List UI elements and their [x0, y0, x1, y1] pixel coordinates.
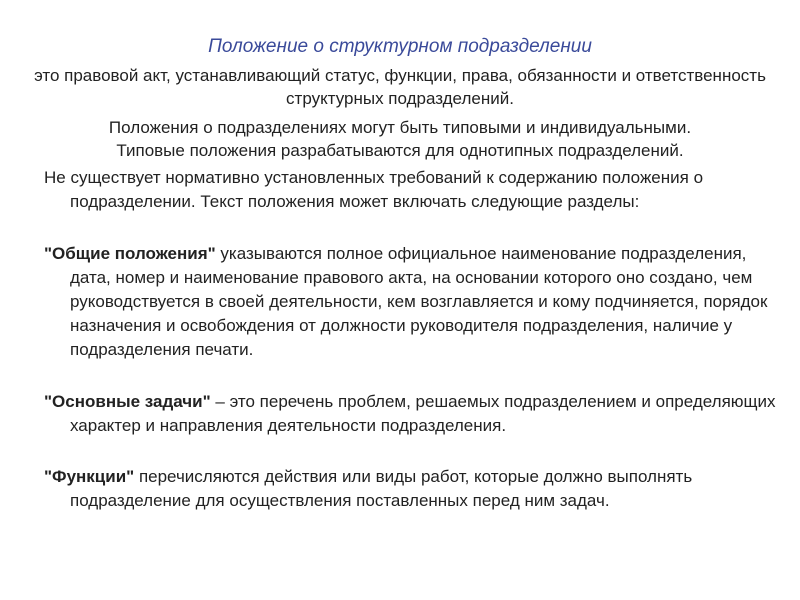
section-heading: "Основные задачи" [44, 392, 211, 411]
types-line-2: Типовые положения разрабатываются для однотипных подразделений. [116, 141, 684, 160]
types-text [30, 116, 770, 162]
section-text: указываются полное официальное наименование подразделения, дата, номер и наименование правового акта, на основании которого оно создано, чем руководствуется в своей деятельности, кем возглавляется и кому подчиняется, порядок назначения и освобождения от должности руководителя подразделения, наличие у подразделения печати. [70, 244, 768, 359]
section-heading: "Функции" [44, 467, 135, 486]
types-line-1: Положения о подразделениях могут быть типовыми и индивидуальными. [108, 118, 692, 137]
section-text: – это перечень проблем, решаемых подразделением и определяющих характер и направления деятельности подразделения. [70, 392, 776, 435]
sections-intro: Не существует нормативно установленных требований к содержанию положения о подразделении. Текст положения может включать следующие разделы: [44, 168, 704, 211]
slide-title: Положение о структурном подразделении [208, 36, 592, 57]
section-heading: "Общие положения" [44, 244, 216, 263]
section-general [44, 242, 790, 362]
section-text: перечисляются действия или виды работ, которые должно выполнять подразделение для осуществления поставленных перед ним задач. [70, 467, 693, 510]
section-functions [44, 465, 790, 513]
definition-text: это правовой акт, устанавливающий статус, функции, права, обязанности и ответственность структурных подразделений. [34, 66, 766, 108]
section-tasks [44, 390, 790, 438]
